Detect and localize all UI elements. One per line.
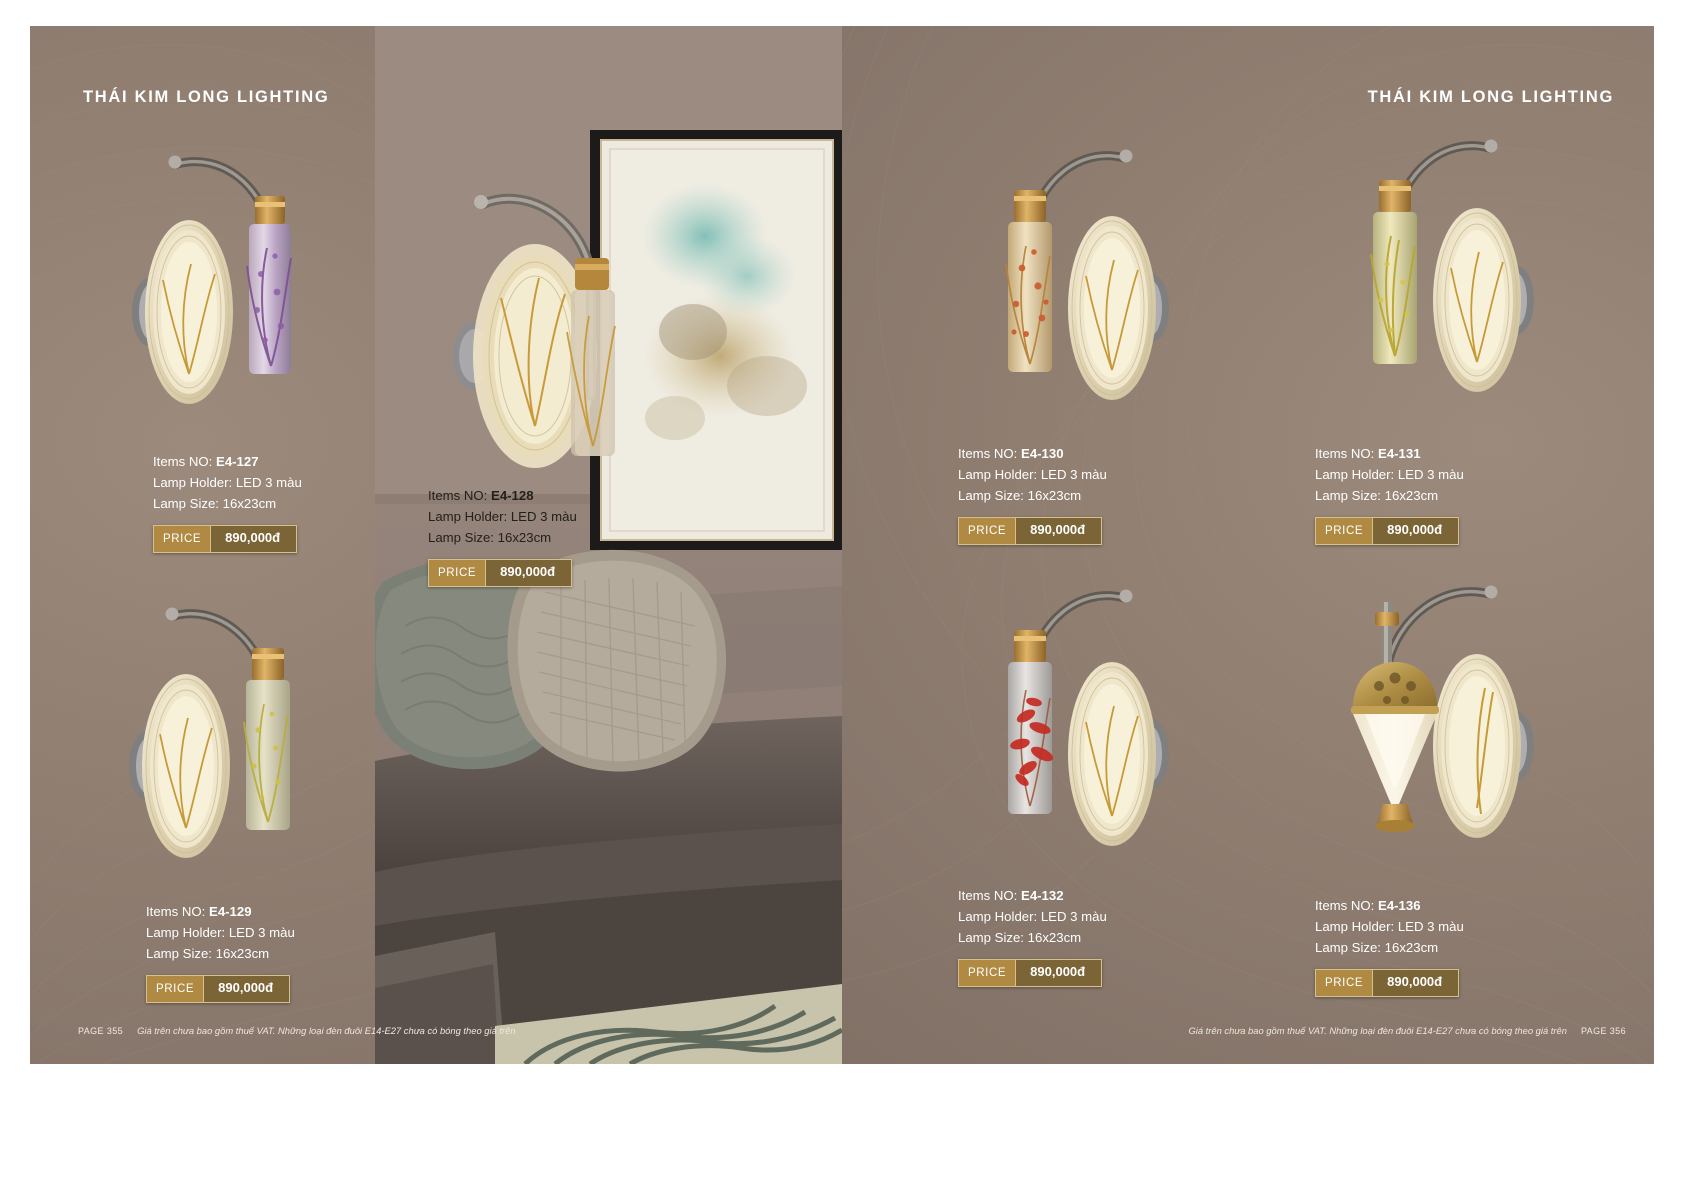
- lamp-holder-label: Lamp Holder:: [958, 908, 1038, 924]
- lamp-size-value: 16x23cm: [222, 495, 277, 511]
- items-no-label: Items NO:: [428, 488, 488, 503]
- price-value: 890,000đ: [486, 559, 572, 587]
- lamp-size-line: [958, 928, 1107, 949]
- item-no-line: [1315, 896, 1464, 917]
- lamp-holder-label: Lamp Holder:: [153, 474, 233, 490]
- lamp-size-value: 16x23cm: [497, 529, 552, 545]
- items-no-label: Items NO:: [958, 888, 1018, 903]
- item-no-line: [958, 886, 1107, 907]
- lamp-holder-value: LED 3 màu: [1397, 466, 1464, 482]
- product-info-e4-130: [958, 444, 1107, 545]
- items-no-value: E4-131: [1378, 446, 1421, 461]
- lamp-size-label: Lamp Size:: [1315, 939, 1381, 955]
- lamp-holder-label: Lamp Holder:: [1315, 466, 1395, 482]
- lamp-image-e4-127: [125, 134, 370, 434]
- lamp-holder-value: LED 3 màu: [228, 924, 295, 940]
- items-no-label: Items NO:: [146, 904, 206, 919]
- lamp-size-line: [428, 528, 688, 549]
- product-info-e4-136: [1315, 896, 1464, 997]
- lamp-size-value: 16x23cm: [1384, 939, 1439, 955]
- lamp-holder-line: [146, 923, 295, 944]
- price-tag-e4-128: [428, 559, 572, 587]
- price-label: PRICE: [958, 517, 1016, 545]
- lamp-image-e4-130: [930, 126, 1180, 426]
- items-no-label: Items NO:: [153, 454, 213, 469]
- price-value: 890,000đ: [1373, 517, 1459, 545]
- product-info-e4-129: [146, 902, 295, 1003]
- brand-title-right: THÁI KIM LONG LIGHTING: [1367, 88, 1614, 106]
- price-tag-e4-131: [1315, 517, 1459, 545]
- price-label: PRICE: [146, 975, 204, 1003]
- price-tag-e4-136: [1315, 969, 1459, 997]
- lamp-holder-value: LED 3 màu: [1040, 908, 1107, 924]
- lamp-holder-value: LED 3 màu: [1040, 466, 1107, 482]
- price-label: PRICE: [153, 525, 211, 553]
- brand-title-left: THÁI KIM LONG LIGHTING: [83, 88, 330, 106]
- footer-note-right: Giá trên chưa bao gồm thuế VAT. Những loại đèn đuôi E14-E27 chưa có bóng theo giá trên: [1188, 1025, 1567, 1036]
- lamp-image-e4-132: [930, 566, 1180, 866]
- product-info-e4-131: [1315, 444, 1464, 545]
- footer-left: [78, 1025, 516, 1036]
- lamp-holder-line: [958, 907, 1107, 928]
- product-e4-128: [428, 486, 688, 587]
- lamp-size-line: [1315, 486, 1464, 507]
- lamp-size-line: [1315, 938, 1464, 959]
- lamp-holder-line: [1315, 465, 1464, 486]
- lamp-holder-value: LED 3 màu: [510, 508, 577, 524]
- item-no-line: [1315, 444, 1464, 465]
- price-tag-e4-132: [958, 959, 1102, 987]
- items-no-value: E4-129: [209, 904, 252, 919]
- catalog-page-left: [30, 26, 842, 1064]
- page-number-right: PAGE 356: [1580, 1025, 1626, 1036]
- items-no-value: E4-130: [1021, 446, 1064, 461]
- catalog-page-right: [842, 26, 1654, 1064]
- items-no-label: Items NO:: [1315, 898, 1375, 913]
- lamp-holder-line: [1315, 917, 1464, 938]
- lamp-holder-label: Lamp Holder:: [1315, 918, 1395, 934]
- lamp-holder-line: [153, 473, 302, 494]
- items-no-value: E4-132: [1021, 888, 1064, 903]
- lamp-image-e4-129: [118, 584, 368, 884]
- lamp-size-label: Lamp Size:: [1315, 487, 1381, 503]
- items-no-value: E4-128: [491, 488, 534, 503]
- price-tag-e4-127: [153, 525, 297, 553]
- product-info-e4-127: [153, 452, 302, 553]
- item-no-line: [146, 902, 295, 923]
- lamp-size-value: 16x23cm: [215, 945, 270, 961]
- price-label: PRICE: [1315, 517, 1373, 545]
- lamp-size-value: 16x23cm: [1027, 487, 1082, 503]
- lamp-size-value: 16x23cm: [1027, 929, 1082, 945]
- price-label: PRICE: [428, 559, 486, 587]
- items-no-value: E4-127: [216, 454, 259, 469]
- catalog-spread: [30, 26, 1654, 1064]
- item-no-line: [153, 452, 302, 473]
- lamp-size-line: [146, 944, 295, 965]
- lamp-holder-value: LED 3 màu: [1397, 918, 1464, 934]
- lamp-size-label: Lamp Size:: [153, 495, 219, 511]
- lamp-size-label: Lamp Size:: [146, 945, 212, 961]
- lamp-image-e4-131: [1287, 114, 1547, 424]
- product-info-e4-128: [428, 486, 688, 587]
- price-value: 890,000đ: [204, 975, 290, 1003]
- items-no-value: E4-136: [1378, 898, 1421, 913]
- lamp-size-label: Lamp Size:: [428, 529, 494, 545]
- price-value: 890,000đ: [1016, 517, 1102, 545]
- lamp-size-label: Lamp Size:: [958, 487, 1024, 503]
- price-value: 890,000đ: [1016, 959, 1102, 987]
- lamp-holder-value: LED 3 màu: [235, 474, 302, 490]
- lamp-holder-label: Lamp Holder:: [958, 466, 1038, 482]
- lamp-holder-label: Lamp Holder:: [146, 924, 226, 940]
- item-no-line: [428, 486, 688, 507]
- footer-right: [1188, 1025, 1626, 1036]
- items-no-label: Items NO:: [958, 446, 1018, 461]
- items-no-label: Items NO:: [1315, 446, 1375, 461]
- lamp-holder-line: [428, 507, 688, 528]
- item-no-line: [958, 444, 1107, 465]
- footer-note-left: Giá trên chưa bao gồm thuế VAT. Những loại đèn đuôi E14-E27 chưa có bóng theo giá trên: [137, 1025, 516, 1036]
- lamp-size-line: [153, 494, 302, 515]
- lamp-holder-line: [958, 465, 1107, 486]
- page-number-left: PAGE 355: [78, 1025, 124, 1036]
- price-value: 890,000đ: [211, 525, 297, 553]
- price-tag-e4-130: [958, 517, 1102, 545]
- product-info-e4-132: [958, 886, 1107, 987]
- price-label: PRICE: [1315, 969, 1373, 997]
- lamp-holder-label: Lamp Holder:: [428, 508, 508, 524]
- price-value: 890,000đ: [1373, 969, 1459, 997]
- lamp-size-value: 16x23cm: [1384, 487, 1439, 503]
- price-label: PRICE: [958, 959, 1016, 987]
- lamp-size-line: [958, 486, 1107, 507]
- price-tag-e4-129: [146, 975, 290, 1003]
- lamp-image-e4-136: [1287, 556, 1547, 876]
- lamp-size-label: Lamp Size:: [958, 929, 1024, 945]
